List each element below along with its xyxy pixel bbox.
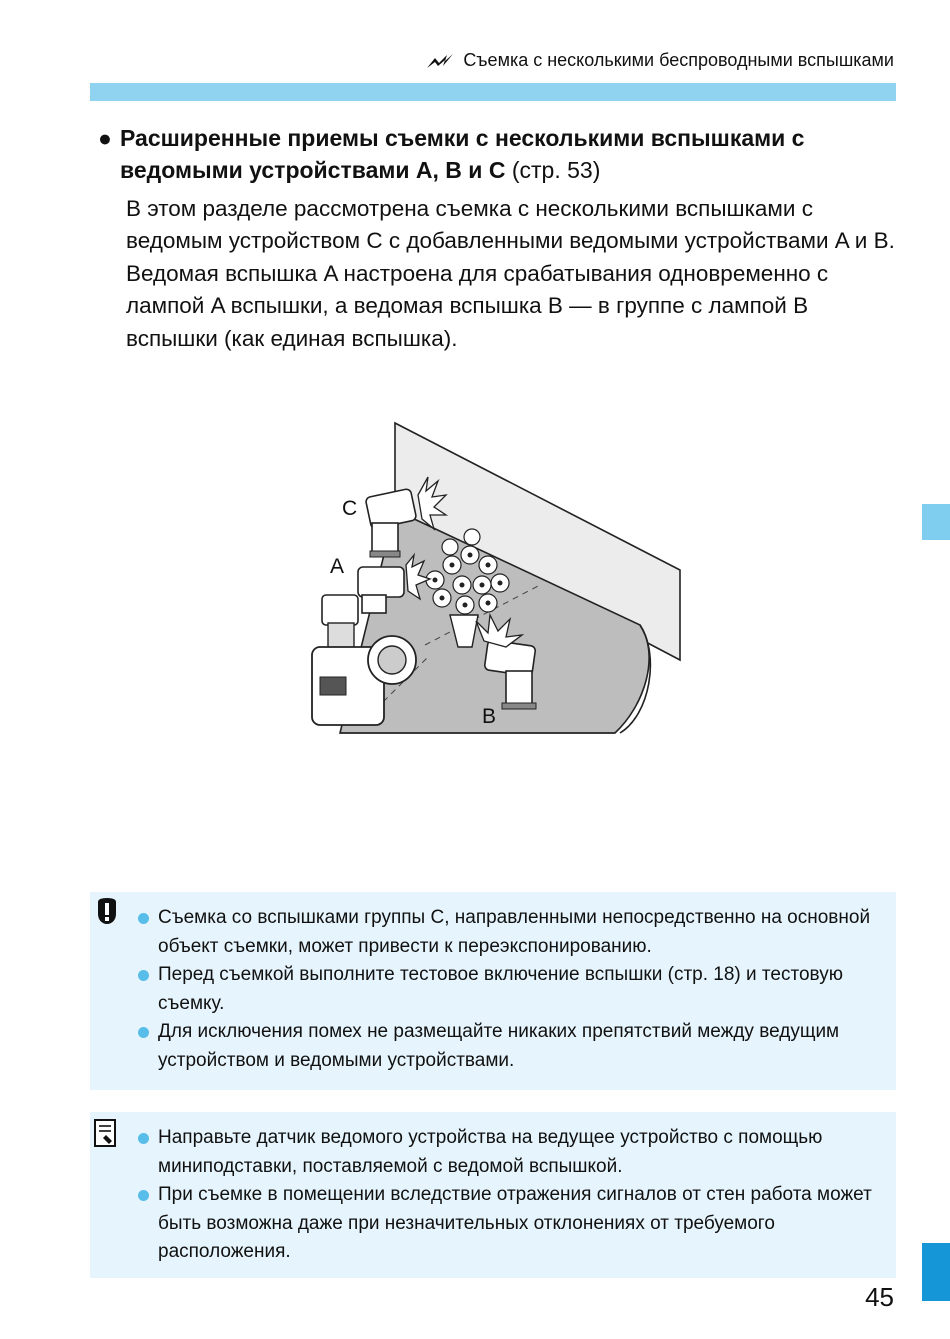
header-accent-bar <box>90 83 896 101</box>
bullet-icon: ● <box>98 125 112 151</box>
label-a: A <box>330 555 345 578</box>
section-heading <box>98 122 898 186</box>
note-icon <box>92 1118 120 1153</box>
label-c: C <box>342 497 358 520</box>
side-chapter-tab-bottom <box>922 1243 950 1301</box>
section-body: В этом разделе рассмотрена съемка с несколькими вспышками с ведомым устройством C с добавленными ведомыми устройствами A и B. Ведомая вспышка A настроена для срабатывания одновременно с лампой A вспышки, а ведомая вспышка B — в группе с лампой B вспышки (как единая вспышка). <box>126 196 895 351</box>
caution-item: Перед съемкой выполните тестовое включение вспышки (стр. 18) и тестовую съемку. <box>138 961 888 1018</box>
note-item: Направьте датчик ведомого устройства на ведущее устройство с помощью миниподставки, поставляемой с ведомой вспышкой. <box>138 1124 888 1181</box>
side-chapter-tab <box>922 504 950 540</box>
note-list <box>138 1124 888 1267</box>
label-b: B <box>482 705 497 728</box>
multi-flash-setup-illustration <box>300 415 700 745</box>
running-header <box>425 50 894 71</box>
caution-item: Для исключения помех не размещайте никаких препятствий между ведущим устройством и ведомыми устройствами. <box>138 1018 888 1075</box>
section-title-text: Расширенные приемы съемки с несколькими вспышками с ведомыми устройствами A, B и C <box>120 125 805 183</box>
header-section-title: Съемка с несколькими беспроводными вспышками <box>463 50 894 70</box>
caution-box <box>90 892 896 1090</box>
wireless-flash-icon <box>425 52 455 70</box>
caution-item: Съемка со вспышками группы C, направленными непосредственно на основной объект съемки, может привести к переэкспонированию. <box>138 904 888 961</box>
page-number: 45 <box>865 1282 894 1312</box>
note-box <box>90 1112 896 1278</box>
caution-icon <box>92 898 122 931</box>
page-reference: (стр. 53) <box>511 157 601 183</box>
note-item: При съемке в помещении вследствие отражения сигналов от стен работа может быть возможна даже при незначительных отклонениях от требуемого расположения. <box>138 1181 888 1267</box>
caution-list <box>138 904 888 1075</box>
